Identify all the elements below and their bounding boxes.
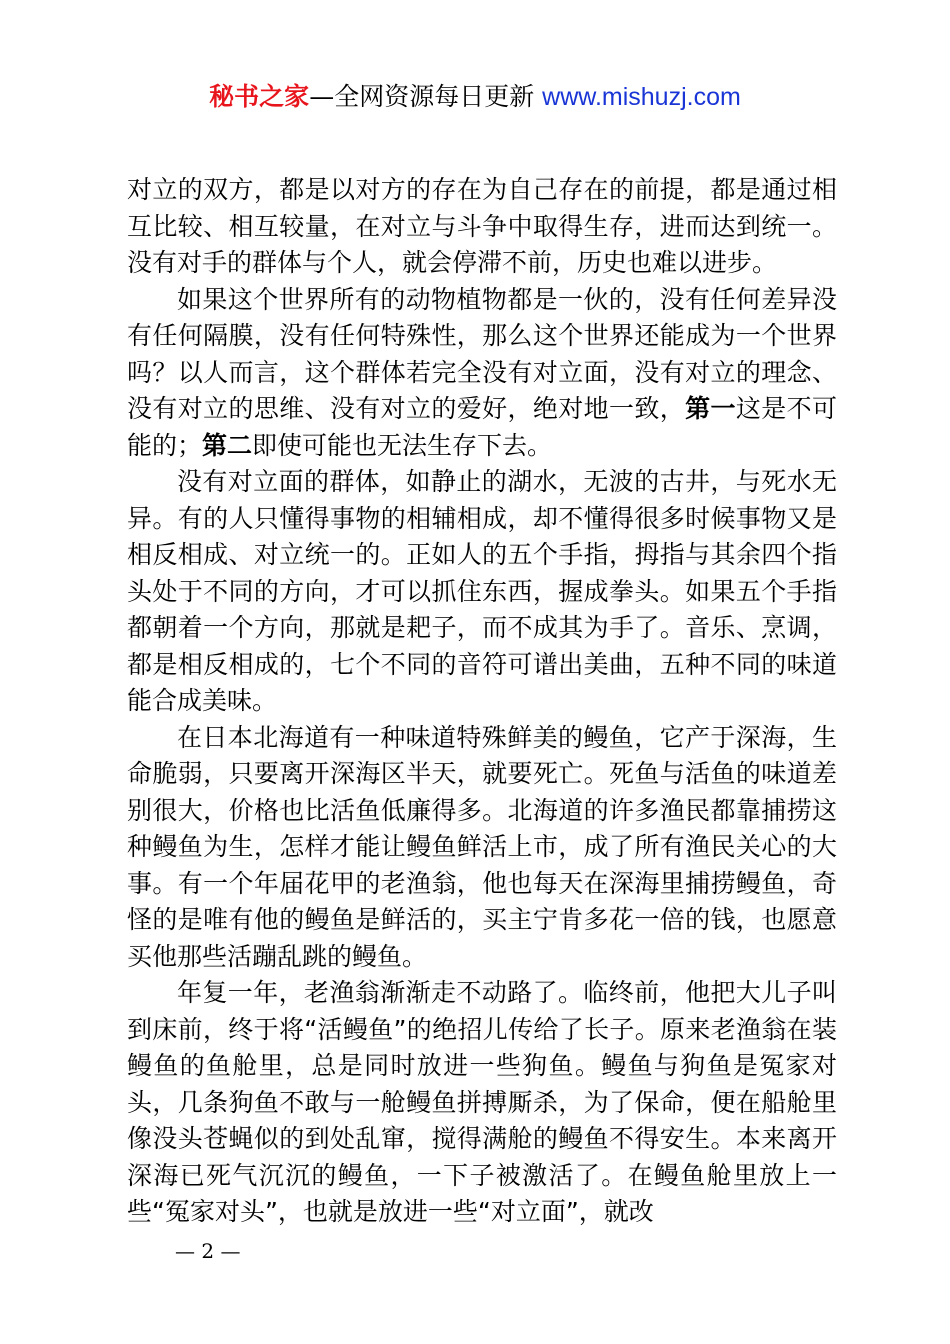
site-brand: 秘书之家 [209,82,310,111]
paragraph-text: 这是不可能的； [127,394,837,460]
paragraph-still-water: 没有对立面的群体，如静止的湖水，无波的古井，与死水无异。有的人只懂得事物的相辅相成，却不懂得很多时候事物又是相反相成、对立统一的。正如人的五个手指，拇指与其余四个指头处于不同的方向，才可以抓住东西，握成拳头。如果五个手指都朝着一个方向，那就是耙子，而不成其为手了。音乐、烹调，都是相反相成的，七个不同的音符可谱出美曲，五种不同的味道能合成美味。 [127,467,837,715]
paragraph-continuation: 对立的双方，都是以对方的存在为自己存在的前提，都是通过相互比较、相互较量，在对立与斗争中取得生存，进而达到统一。没有对手的群体与个人，就会停滞不前，历史也难以进步。 [127,175,837,277]
emphasis-first: 第一 [685,394,736,423]
paragraph-text: 如果这个世界所有的动物植物都是一伙的，没有任何差异没有任何隔膜，没有任何特殊性，那么这个世界还能成为一个世界吗？以人而言，这个群体若完全没有对立面，没有对立的理念、没有对立的思维、没有对立的爱好，绝对地一致， [127,284,837,423]
site-url-link[interactable]: www.mishuzj.com [542,83,741,111]
site-slogan: —全网资源每日更新 [309,82,535,111]
paragraph-text: 即使可能也无法生存下去。 [252,430,553,460]
site-header [0,80,950,114]
paragraph-hokkaido-eel: 在日本北海道有一种味道特殊鲜美的鳗鱼，它产于深海，生命脆弱，只要离开深海区半天，就要死亡。死鱼与活鱼的味道差别很大，价格也比活鱼低廉得多。北海道的许多渔民都靠捕捞这种鳗鱼为生，怎样才能让鳗鱼鲜活上市，成了所有渔民关心的大事。有一个年届花甲的老渔翁，他也每天在深海里捕捞鳗鱼，奇怪的是唯有他的鳗鱼是鲜活的，买主宁肯多花一倍的钱，也愿意买他那些活蹦乱跳的鳗鱼。 [127,722,837,971]
document-body [127,172,837,1231]
emphasis-second: 第二 [202,430,253,460]
page-number: — 2 — [175,1239,241,1263]
paragraph-old-fisherman: 年复一年，老渔翁渐渐走不动路了。临终前，他把大儿子叫到床前，终于将“活鳗鱼”的绝招儿传给了长子。原来老渔翁在装鳗鱼的鱼舱里，总是同时放进一些狗鱼。鳗鱼与狗鱼是冤家对头，几条狗鱼不敢与一舱鳗鱼拼搏厮杀，为了保命，便在船舱里像没头苍蝇似的到处乱窜，搅得满舱的鳗鱼不得安生。本来离开深海已死气沉沉的鳗鱼，一下子被激活了。在鳗鱼舱里放上一些“冤家对头”，也就是放进一些“对立面”，就改 [127,978,837,1226]
paragraph-world-diversity [127,282,837,465]
